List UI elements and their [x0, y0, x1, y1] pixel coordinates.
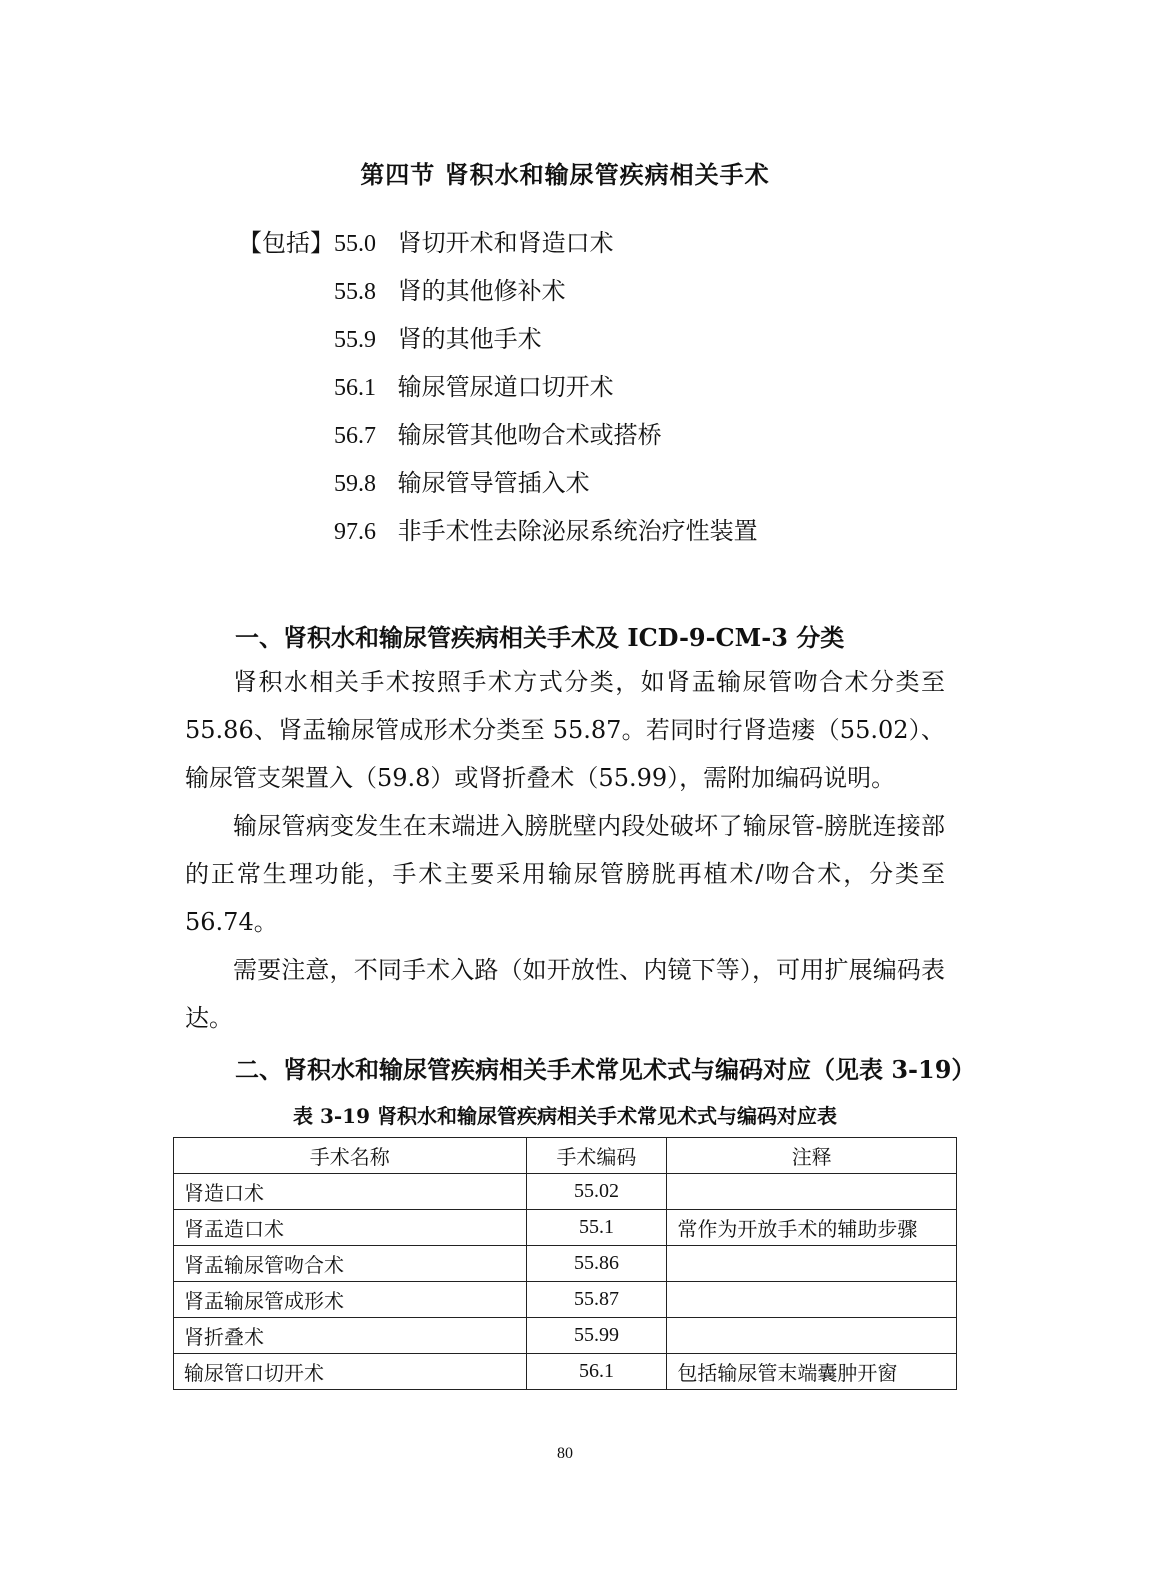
header-procedure-name: 手术名称 — [174, 1138, 527, 1174]
include-code: 59.8 — [334, 471, 376, 497]
include-list — [238, 225, 758, 561]
code-table — [173, 1137, 957, 1390]
include-code: 55.0 — [334, 231, 376, 257]
cell-procedure-name: 肾造口术 — [174, 1174, 527, 1210]
cell-procedure-code: 55.1 — [526, 1210, 667, 1246]
cell-procedure-code: 55.87 — [526, 1282, 667, 1318]
cell-procedure-name: 肾盂输尿管成形术 — [174, 1282, 527, 1318]
include-text: 输尿管尿道口切开术 — [397, 373, 614, 401]
cell-procedure-name: 肾盂造口术 — [174, 1210, 527, 1246]
page-number: 80 — [557, 1445, 573, 1462]
include-item — [238, 513, 758, 561]
include-item — [238, 321, 758, 369]
include-item — [238, 225, 758, 273]
page-title: 第四节 肾积水和输尿管疾病相关手术 — [360, 160, 770, 189]
header-note: 注释 — [667, 1138, 957, 1174]
include-text: 肾的其他修补术 — [397, 277, 566, 305]
include-item — [238, 273, 758, 321]
include-item — [238, 369, 758, 417]
table-row — [174, 1354, 957, 1390]
include-item — [238, 417, 758, 465]
section-heading-table-ref: 二、肾积水和输尿管疾病相关手术常见术式与编码对应（见表 3-19） — [235, 1055, 976, 1084]
header-procedure-code: 手术编码 — [526, 1138, 667, 1174]
include-code: 55.9 — [334, 327, 376, 353]
section-heading-classification: 一、肾积水和输尿管疾病相关手术及 ICD-9-CM-3 分类 — [235, 623, 845, 652]
include-item — [238, 465, 758, 513]
cell-procedure-name: 输尿管口切开术 — [174, 1354, 527, 1390]
cell-note — [667, 1174, 957, 1210]
cell-procedure-code: 55.02 — [526, 1174, 667, 1210]
cell-procedure-name: 肾折叠术 — [174, 1318, 527, 1354]
paragraph-ureter: 输尿管病变发生在末端进入膀胱壁内段处破坏了输尿管-膀胱连接部的正常生理功能，手术主要采用输尿管膀胱再植术/吻合术，分类至56.74。 — [185, 812, 945, 936]
table-row — [174, 1174, 957, 1210]
cell-procedure-name: 肾盂输尿管吻合术 — [174, 1246, 527, 1282]
include-text: 输尿管导管插入术 — [397, 469, 590, 497]
cell-procedure-code: 55.99 — [526, 1318, 667, 1354]
table-header-row — [174, 1138, 957, 1174]
include-code: 55.8 — [334, 279, 376, 305]
table-row — [174, 1210, 957, 1246]
cell-note — [667, 1282, 957, 1318]
include-label: 【包括】 — [238, 229, 334, 257]
table-row — [174, 1318, 957, 1354]
cell-procedure-code: 55.86 — [526, 1246, 667, 1282]
cell-note — [667, 1246, 957, 1282]
include-code: 97.6 — [334, 519, 376, 545]
include-code: 56.1 — [334, 375, 376, 401]
include-text: 输尿管其他吻合术或搭桥 — [397, 421, 662, 449]
paragraph-approach: 需要注意，不同手术入路（如开放性、内镜下等），可用扩展编码表达。 — [185, 956, 945, 1032]
table-row — [174, 1246, 957, 1282]
include-text: 非手术性去除泌尿系统治疗性装置 — [397, 517, 758, 545]
include-text: 肾切开术和肾造口术 — [397, 229, 614, 257]
paragraph-hydronephrosis: 肾积水相关手术按照手术方式分类，如肾盂输尿管吻合术分类至55.86、肾盂输尿管成形术分类至 55.87。若同时行肾造瘘（55.02）、输尿管支架置入（59.8）或肾折叠术（55.99），需附加编码说明。 — [185, 668, 945, 792]
include-code: 56.7 — [334, 423, 376, 449]
cell-note: 常作为开放手术的辅助步骤 — [667, 1210, 957, 1246]
include-text: 肾的其他手术 — [397, 325, 542, 353]
cell-note — [667, 1318, 957, 1354]
cell-procedure-code: 56.1 — [526, 1354, 667, 1390]
cell-note: 包括输尿管末端囊肿开窗 — [667, 1354, 957, 1390]
table-caption: 表 3-19 肾积水和输尿管疾病相关手术常见术式与编码对应表 — [293, 1104, 837, 1128]
table-row — [174, 1282, 957, 1318]
